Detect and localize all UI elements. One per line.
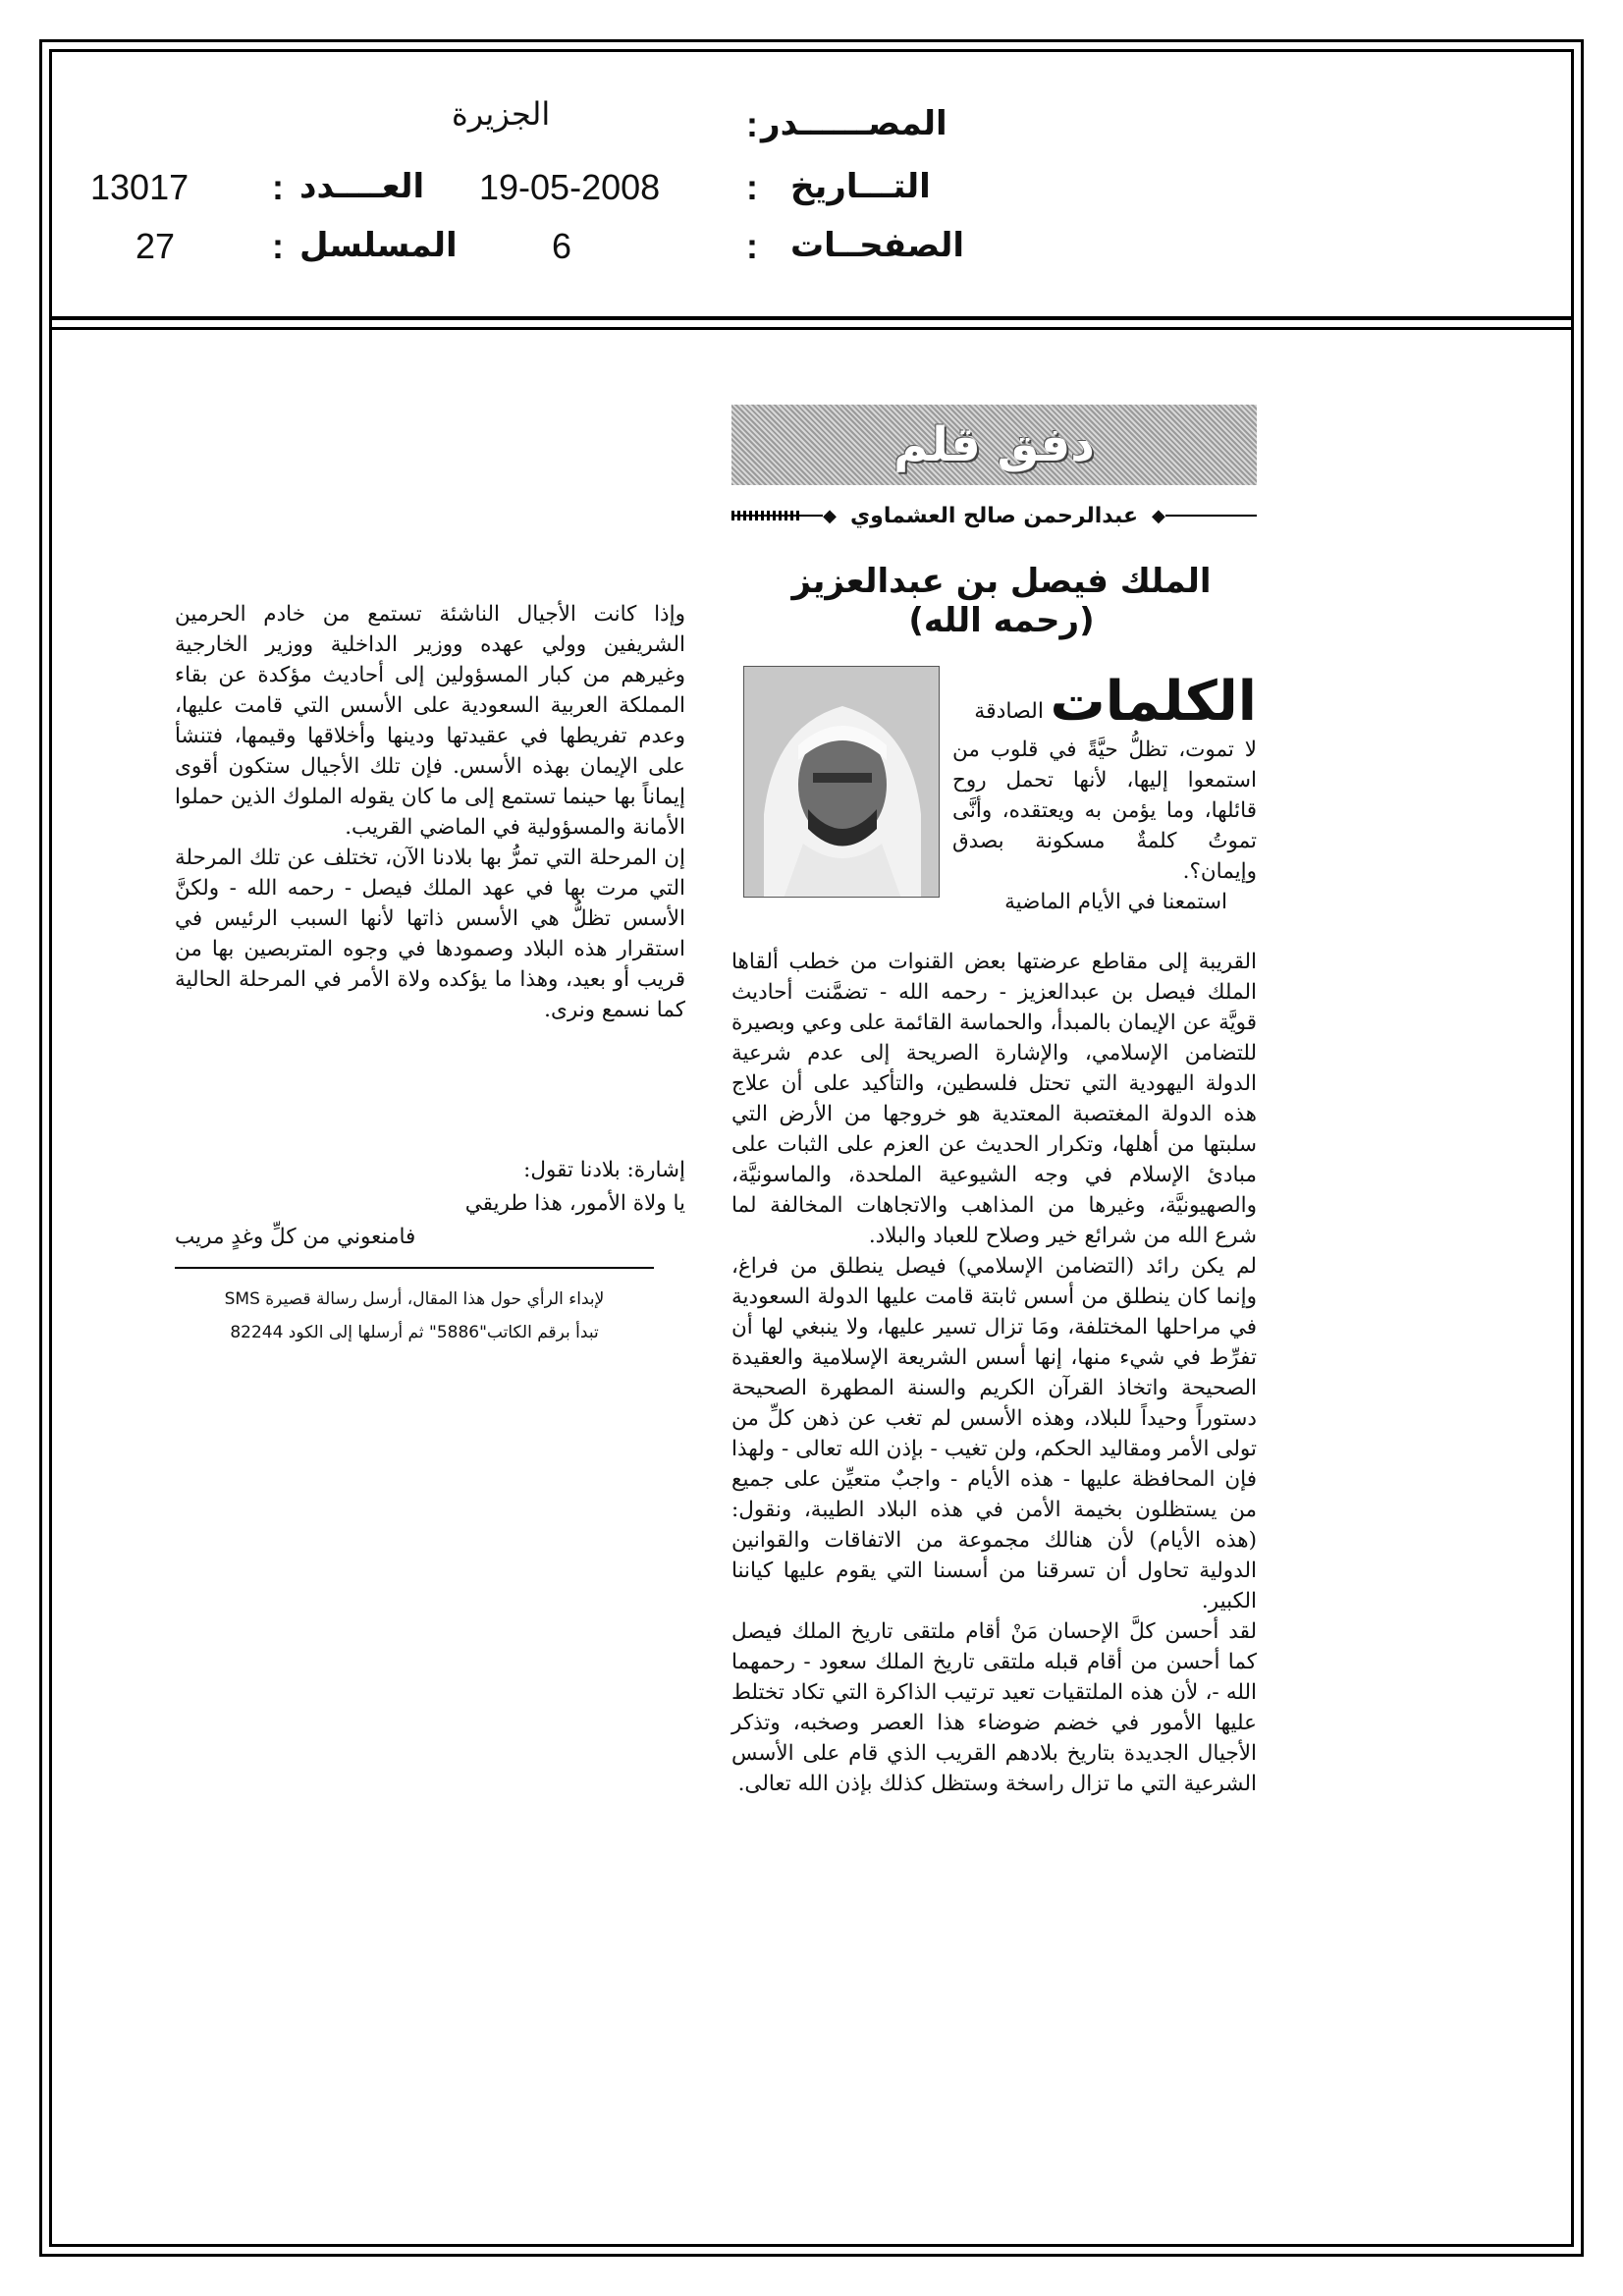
pages-value: 6 bbox=[552, 226, 572, 266]
intro-continuation: استمعنا في الأيام الماضية bbox=[1004, 890, 1227, 914]
byline-rule-left bbox=[731, 515, 823, 517]
intro-paragraph: لا تموت، تظلُّ حيَّةً في قلوب من استمعوا إليها، لأنها تحمل روح قائلها، وما يؤمن به ويعتقده، وأنَّى تموتُ كلمةٌ مسكونة بصدق وإيمان؟. bbox=[952, 738, 1257, 884]
diamond-icon: ◆ bbox=[823, 505, 837, 526]
poem-intro: إشارة: بلادنا تقول: bbox=[523, 1158, 685, 1182]
source-label: المصــــــدر bbox=[761, 104, 947, 143]
article-column-left bbox=[175, 599, 685, 1025]
pages-colon: : bbox=[746, 226, 758, 266]
date-label: التـــاريخ bbox=[790, 167, 931, 206]
issue-label: العــــدد bbox=[299, 167, 425, 206]
lead-word-small: الصادقة bbox=[974, 699, 1044, 724]
byline bbox=[731, 496, 1257, 535]
article-headline: الملك فيصل بن عبدالعزيز (رحمه الله) bbox=[791, 562, 1212, 640]
serial-value: 27 bbox=[135, 226, 176, 266]
poem-block bbox=[175, 1154, 685, 1254]
header-divider-thin bbox=[49, 327, 1574, 330]
body-paragraph: لم يكن رائد (التضامن الإسلامي) فيصل ينطلق من فراغ، وإنما كان ينطلق من أسس ثابتة قامت عليها الدولة السعودية في مراحلها المختلفة، ومَا تزال تسير عليها، ولا ينبغي لها أن تفرِّط في شيء منها، إنها أسس الشريعة الإسلامية والعقيدة الصحيحة واتخاذ القرآن الكريم والسنة المطهرة الصحيحة دستوراً وحيداً للبلاد، وهذه الأسس لم تغب عن ذهن كلِّ من تولى الأمر ومقاليد الحكم، ولن تغيب - بإذن الله تعالى - ولهذا فإن المحافظة عليها - هذه الأيام - واجبٌ متعيِّن على جميع من يستظلون بخيمة الأمن في هذه البلاد الطيبة، ونقول: (هذه الأيام) لأن هنالك مجموعة من الاتفاقات والقوانين الدولية تحاول أن تسرقنا من أسسنا التي يقوم عليها كياننا الكبير. bbox=[731, 1254, 1257, 1613]
source-value: الجزيرة bbox=[452, 95, 551, 133]
issue-value: 13017 bbox=[90, 167, 189, 207]
sms-note bbox=[175, 1283, 654, 1349]
lead-word: الكلمات bbox=[1050, 670, 1257, 734]
serial-label: المسلسل bbox=[299, 226, 458, 265]
poem-line: يا ولاة الأمور، هذا طريقي bbox=[464, 1191, 685, 1216]
body-paragraph: إن المرحلة التي تمرُّ بها بلادنا الآن، تختلف عن تلك المرحلة التي مرت بها في عهد الملك فيصل - رحمه الله - ولكنَّ الأسس تظلُّ هي الأسس ذاتها لأنها السبب الرئيس في استقرار هذه البلاد وصمودها في وجوه المتربصين بها من قريب أو بعيد، وهذا ما يؤكده ولاة الأمر في المرحلة الحالية كما نسمع ونرى. bbox=[175, 846, 685, 1022]
date-value: 19-05-2008 bbox=[479, 167, 661, 207]
article-column-right bbox=[731, 947, 1257, 1799]
poem-line: فامنعوني من كلِّ وغدٍ مريب bbox=[175, 1225, 416, 1249]
author-photo bbox=[743, 666, 940, 898]
pages-label: الصفحــات bbox=[790, 226, 965, 265]
poem-divider bbox=[175, 1267, 654, 1269]
intro-text bbox=[952, 735, 1257, 917]
date-colon: : bbox=[746, 167, 758, 207]
sms-line: لإبداء الرأي حول هذا المقال، أرسل رسالة قصيرة SMS bbox=[224, 1289, 605, 1309]
header-divider bbox=[49, 316, 1574, 320]
author-name: عبدالرحمن صالح العشماوي bbox=[849, 503, 1138, 528]
body-paragraph: وإذا كانت الأجيال الناشئة تستمع من خادم الحرمين الشريفين وولي عهده ووزير الداخلية ووزير الخارجية وغيرهم من كبار المسؤولين إلى أحاديث مؤكدة عن بقاء المملكة العربية السعودية على الأسس التي قامت عليها، وعدم تفريطها في عقيدتها ودينها وأخلاقها وقيمها، فتنشأ على الإيمان بهذه الأسس. فإن تلك الأجيال ستكون أقوى إيماناً بها حينما تستمع إلى ما كان يقوله الملوك الذين حملوا الأمانة والمسؤولية في الماضي القريب. bbox=[175, 602, 685, 840]
sms-line: تبدأ برقم الكاتب"5886" ثم أرسلها إلى الكود 82244 bbox=[230, 1323, 599, 1342]
body-paragraph: القريبة إلى مقاطع عرضتها بعض القنوات من خطب ألقاها الملك فيصل بن عبدالعزيز - رحمه الله - تضمَّنت أحاديث قويَّة عن الإيمان بالمبدأ، والحماسة القائمة على وعي وبصيرة للتضامن الإسلامي، والإشارة الصريحة إلى عدم شرعية الدولة اليهودية التي تحتل فلسطين، والتأكيد على أن علاج هذه الدولة المغتصبة المعتدية هو خروجها من الأرض التي سلبتها من أهلها، وتكرار الحديث عن العزم على الثبات على مبادئ الإسلام في وجه الشيوعية الملحدة، والماسونيَّة، والصهيونيَّة، وغيرها من المذاهب والاتجاهات المخالفة لما شرع الله من شرائع خير وصلاح للعباد والبلاد. bbox=[731, 950, 1257, 1248]
body-paragraph: لقد أحسن كلَّ الإحسان مَنْ أقام ملتقى تاريخ الملك فيصل كما أحسن من أقام قبله ملتقى تاريخ الملك سعود - رحمهما الله -، لأن هذه الملتقيات تعيد ترتيب الذاكرة التي تكاد تختلط عليها الأمور في خضم ضوضاء هذا العصر وصخبه، وتذكر الأجيال الجديدة بتاريخ بلادهم القريب الذي قام على الأسس الشرعية التي ما تزال راسخة وستظل كذلك بإذن الله تعالى. bbox=[731, 1619, 1257, 1796]
byline-rule-right bbox=[1165, 515, 1257, 517]
diamond-icon: ◆ bbox=[1152, 505, 1165, 526]
source-colon: : bbox=[746, 104, 758, 144]
author-portrait-icon bbox=[744, 667, 940, 898]
column-banner bbox=[731, 405, 1257, 485]
serial-colon: : bbox=[272, 226, 284, 266]
column-title: دفق قلم bbox=[893, 417, 1095, 472]
issue-colon: : bbox=[272, 167, 284, 207]
